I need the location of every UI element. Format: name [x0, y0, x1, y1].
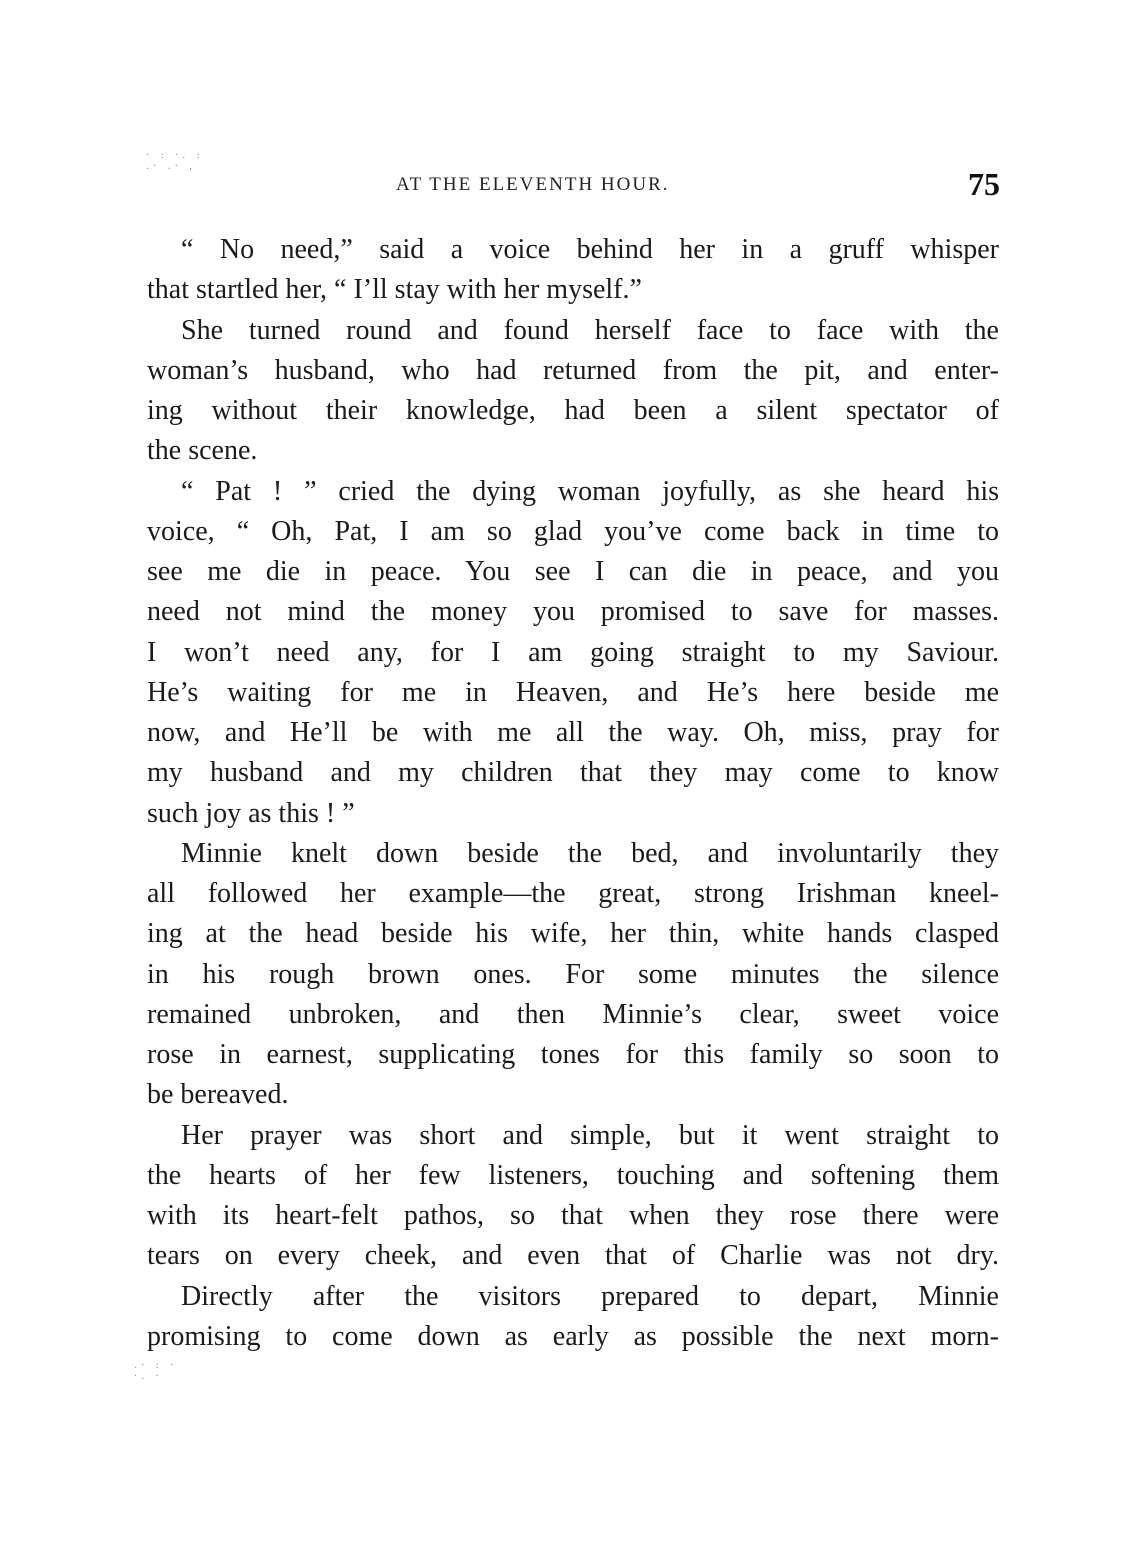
- text-line: promising to come down as early as possible the next morn-: [147, 1320, 999, 1352]
- text-line: that startled her, “ I’ll stay with her myself.”: [147, 274, 642, 306]
- text-line: the hearts of her few listeners, touching and softening them: [147, 1159, 999, 1191]
- text-line: the scene.: [147, 435, 258, 467]
- text-line: with its heart-felt pathos, so that when they rose there were: [147, 1200, 999, 1231]
- running-head: AT THE ELEVENTH HOUR.: [396, 174, 670, 195]
- print-specks-top: · : ·. : .· .· ,: [146, 150, 204, 172]
- print-specks-bottom: .· : · ·. ·: [134, 1360, 178, 1382]
- text-line: Minnie knelt down beside the bed, and involuntarily they: [181, 837, 999, 869]
- text-line: all followed her example—the great, strong Irishman kneel-: [147, 878, 999, 909]
- text-line: ing at the head beside his wife, her thin, white hands clasped: [147, 918, 999, 950]
- text-line: be bereaved.: [147, 1079, 289, 1111]
- text-line: now, and He’ll be with me all the way. Oh, miss, pray for: [147, 717, 999, 748]
- text-line: my husband and my children that they may come to know: [147, 757, 999, 789]
- text-line: “ No need,” said a voice behind her in a gruff whisper: [181, 234, 999, 265]
- text-line: Her prayer was short and simple, but it went straight to: [181, 1119, 999, 1151]
- text-line: woman’s husband, who had returned from the pit, and enter-: [147, 354, 999, 386]
- body-text: [147, 230, 999, 1357]
- text-line: need not mind the money you promised to save for masses.: [147, 596, 999, 628]
- text-line: He’s waiting for me in Heaven, and He’s here beside me: [147, 676, 999, 708]
- text-line: tears on every cheek, and even that of Charlie was not dry.: [147, 1240, 999, 1272]
- text-line: “ Pat ! ” cried the dying woman joyfully, as she heard his: [181, 475, 999, 507]
- text-line: I won’t need any, for I am going straight to my Saviour.: [147, 636, 999, 668]
- text-line: see me die in peace. You see I can die in peace, and you: [147, 556, 999, 587]
- text-line: remained unbroken, and then Minnie’s clear, sweet voice: [147, 998, 999, 1030]
- text-line: ing without their knowledge, had been a silent spectator of: [147, 395, 999, 426]
- text-line: rose in earnest, supplicating tones for this family so soon to: [147, 1039, 999, 1070]
- text-line: in his rough brown ones. For some minutes the silence: [147, 958, 999, 990]
- page-header: [148, 168, 1000, 202]
- text-line: Directly after the visitors prepared to depart, Minnie: [181, 1280, 999, 1312]
- text-line: voice, “ Oh, Pat, I am so glad you’ve come back in time to: [147, 515, 999, 547]
- text-line: She turned round and found herself face to face with the: [181, 314, 999, 346]
- text-line: such joy as this ! ”: [147, 797, 355, 829]
- page-number: 75: [968, 166, 1000, 202]
